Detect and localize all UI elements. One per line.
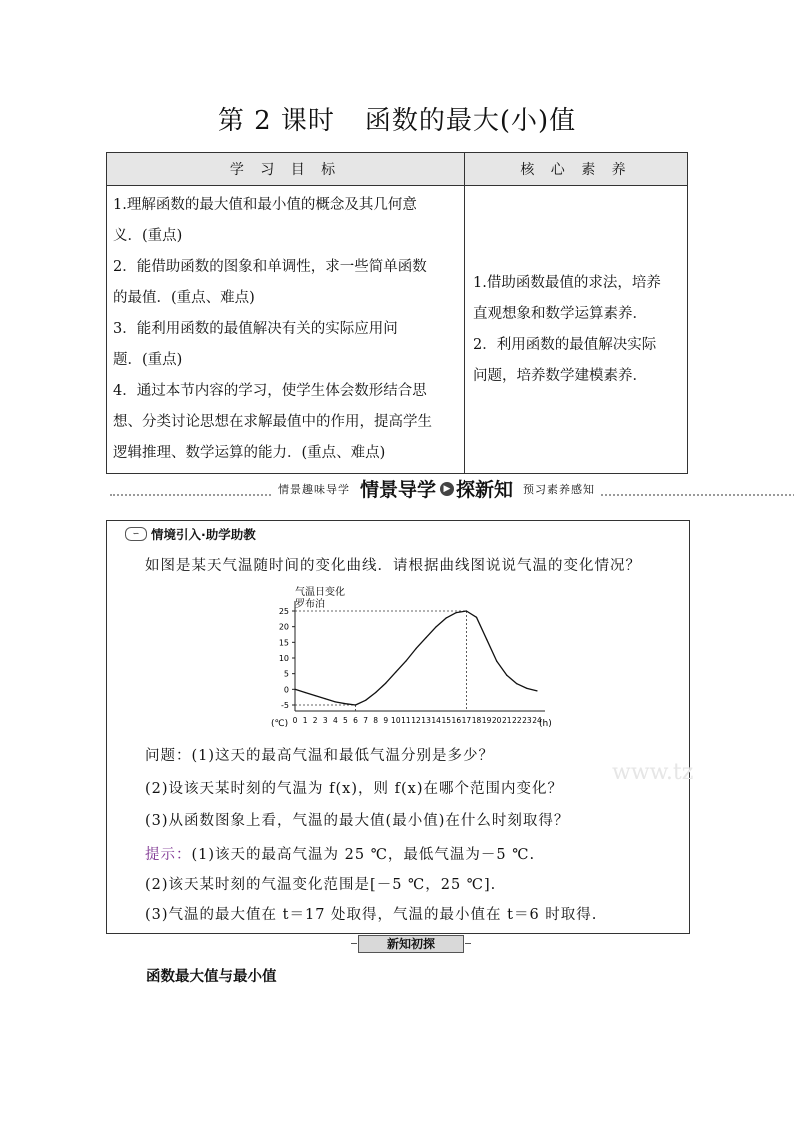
- goals-table: [106, 152, 688, 474]
- y-tick-label: 5: [283, 669, 289, 679]
- x-tick-label: 4: [332, 716, 338, 725]
- new-knowledge-tag: 新知初探: [358, 935, 464, 953]
- x-tick-label: 24: [532, 716, 542, 725]
- data-point: [355, 704, 356, 705]
- goal-line: 2．能借助函数的图象和单调性，求一些简单函数: [113, 259, 427, 275]
- data-point: [405, 661, 406, 662]
- y-tick-label: 15: [278, 638, 289, 648]
- goal-line: 想、分类讨论思想在求解最值中的作用，提高学生: [113, 414, 432, 430]
- data-point: [365, 700, 366, 701]
- x-tick-label: 5: [343, 716, 348, 725]
- section-banner: [110, 475, 794, 499]
- x-tick-label: 14: [431, 716, 441, 725]
- question-3: (3)从函数图象上看，气温的最大值(最小值)在什么时刻取得？: [145, 813, 570, 829]
- data-point: [304, 692, 305, 693]
- data-point: [536, 690, 537, 691]
- x-tick-label: 20: [491, 716, 502, 725]
- banner-title-1: 情景导学: [360, 479, 437, 501]
- arrow-icon: ▶: [440, 482, 454, 496]
- x-tick-label: 13: [421, 716, 431, 725]
- banner-right-text: 预习素养感知: [523, 482, 596, 496]
- data-point: [375, 692, 376, 693]
- intro-box: [106, 520, 690, 934]
- banner-title-2: 探新知: [456, 479, 514, 501]
- y-tick-label: 20: [278, 622, 289, 632]
- goal-line: 4．通过本节内容的学习，使学生体会数形结合思: [113, 383, 427, 399]
- x-tick-label: 0: [292, 716, 298, 725]
- data-point: [325, 698, 326, 699]
- lesson-number: 第 2 课时: [217, 106, 335, 136]
- x-tick-label: 8: [373, 716, 379, 725]
- page-title: [0, 100, 794, 137]
- x-tick-label: 21: [501, 716, 512, 725]
- data-point: [415, 648, 416, 649]
- data-point: [456, 612, 457, 613]
- section-title: 函数最大值与最小值: [146, 969, 277, 985]
- y-tick-label: 10: [278, 654, 289, 663]
- data-point: [345, 703, 346, 704]
- goal-line: 3．能利用函数的最值解决有关的实际应用问: [113, 321, 398, 337]
- goals-header: 学 习 目 标: [107, 153, 465, 186]
- data-point: [315, 695, 316, 696]
- y-axis-label: (℃): [271, 719, 289, 729]
- answer-2: (2)该天某时刻的气温变化范围是[－5 ℃，25 ℃].: [145, 877, 497, 893]
- intro-question: 如图是某天气温随时间的变化曲线．请根据曲线图说说气温的变化情况？: [145, 558, 641, 574]
- chart-subtitle: 罗布泊: [295, 599, 325, 610]
- goal-line: 的最值．(重点、难点): [113, 290, 255, 306]
- x-tick-label: 16: [451, 716, 462, 725]
- intro-label: [125, 525, 256, 543]
- x-tick-label: 18: [471, 716, 482, 725]
- x-tick-label: 3: [322, 716, 328, 725]
- x-tick-label: 17: [461, 716, 472, 725]
- x-tick-label: 12: [411, 716, 421, 725]
- chart-title: 气温日变化: [295, 587, 345, 598]
- goal-line: 义．(重点): [113, 228, 183, 244]
- data-point: [466, 610, 467, 611]
- x-tick-label: 6: [353, 716, 358, 725]
- goal-line: 逻辑推理、数学运算的能力．(重点、难点): [113, 445, 386, 461]
- data-point: [486, 639, 487, 640]
- x-tick-label: 10: [391, 716, 401, 725]
- watermark: www.tz: [612, 760, 694, 785]
- data-point: [436, 626, 437, 627]
- question-2: (2)设该天某时刻的气温为 f(x)，则 f(x)在哪个范围内变化？: [145, 781, 563, 797]
- answer-1: [145, 843, 535, 864]
- data-point: [335, 701, 336, 702]
- data-point: [506, 675, 507, 676]
- data-point: [526, 688, 527, 689]
- y-tick-label: 25: [278, 607, 289, 616]
- data-point: [395, 672, 396, 673]
- question-1: 问题：(1)这天的最高气温和最低气温分别是多少？: [145, 748, 495, 764]
- data-point: [446, 617, 447, 618]
- literacy-cell: [465, 186, 688, 474]
- literacy-line: 2．利用函数的最值解决实际: [473, 336, 657, 353]
- scene-icon: ∽: [125, 527, 147, 541]
- literacy-line: 直观想象和数学运算素养．: [473, 305, 647, 322]
- lesson-topic: 函数的最大(小)值: [364, 106, 577, 136]
- data-point: [476, 617, 477, 618]
- x-tick-label: 7: [363, 716, 368, 725]
- literacy-header: 核 心 素 养: [465, 153, 688, 186]
- intro-label-text: 情境引入·助学助教: [151, 527, 256, 542]
- answer-1-text: (1)该天的最高气温为 25 ℃，最低气温为－5 ℃.: [191, 847, 536, 863]
- data-point: [385, 682, 386, 683]
- data-point: [425, 637, 426, 638]
- x-tick-label: 15: [441, 716, 452, 725]
- hint-label: 提示：: [145, 847, 192, 863]
- data-point: [516, 683, 517, 684]
- temperature-curve: [295, 611, 537, 705]
- data-point: [294, 689, 295, 690]
- banner-left-text: 情景趣味导学: [278, 482, 350, 496]
- data-point: [496, 661, 497, 662]
- goals-cell: [107, 186, 465, 474]
- literacy-line: 问题，培养数学建模素养．: [473, 367, 647, 384]
- x-tick-label: 19: [481, 716, 492, 725]
- answer-3: (3)气温的最大值在 t＝17 处取得，气温的最小值在 t＝6 时取得.: [145, 907, 598, 923]
- x-axis-label: (h): [539, 719, 552, 729]
- goal-line: 题．(重点): [113, 352, 183, 368]
- x-tick-label: 1: [302, 716, 308, 725]
- x-tick-label: 9: [383, 716, 389, 725]
- goal-line: 1.理解函数的最大值和最小值的概念及其几何意: [113, 197, 417, 213]
- x-tick-label: 2: [312, 716, 318, 725]
- y-tick-label: 0: [283, 685, 289, 695]
- x-tick-label: 23: [522, 716, 532, 725]
- y-tick-label: -5: [281, 701, 289, 710]
- temperature-chart: [267, 583, 557, 733]
- x-tick-label: 22: [512, 716, 522, 725]
- x-tick-label: 11: [401, 716, 411, 725]
- literacy-line: 1.借助函数最值的求法，培养: [473, 274, 661, 291]
